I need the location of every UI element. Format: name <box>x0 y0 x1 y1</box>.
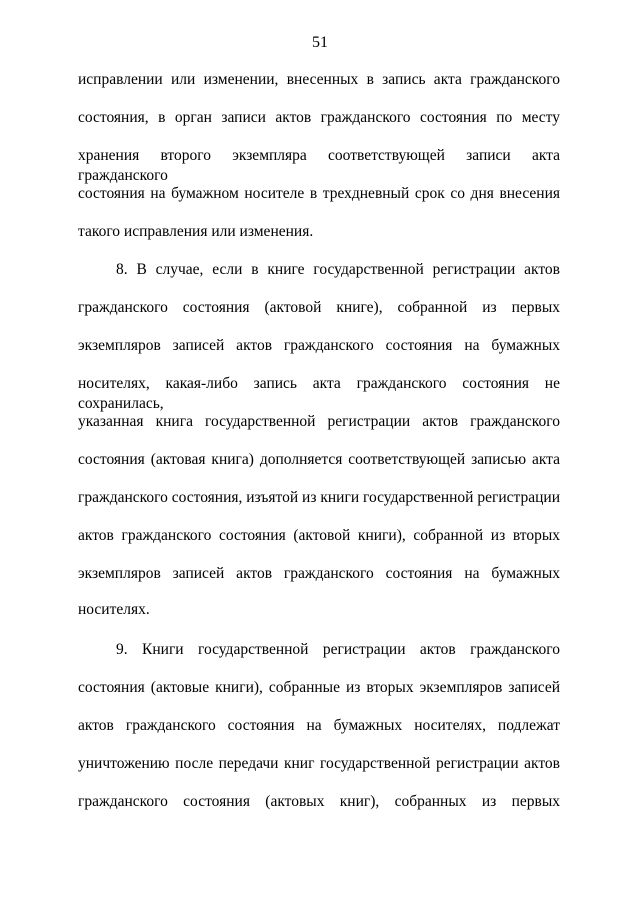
text-line: экземпляров записей актов гражданского состояния на бумажных <box>78 337 560 354</box>
text-line: состояния (актовые книги), собранные из вторых экземпляров записей <box>78 679 560 696</box>
text-line: хранения второго экземпляра соответствующей записи акта гражданского <box>78 147 560 184</box>
paragraph-first-line: 9. Книги государственной регистрации актов гражданского <box>116 641 560 658</box>
text-line: гражданского состояния, изъятой из книги государственной регистрации <box>78 489 560 506</box>
text-line: носителях. <box>78 601 150 618</box>
text-line: указанная книга государственной регистрации актов гражданского <box>78 413 560 430</box>
text-line: исправлении или изменении, внесенных в запись акта гражданского <box>78 71 560 88</box>
text-line: актов гражданского состояния на бумажных носителях, подлежат <box>78 717 560 734</box>
text-line: гражданского состояния (актовой книге), собранной из первых <box>78 299 560 316</box>
text-line: такого исправления или изменения. <box>78 223 314 240</box>
paragraph-first-line: 8. В случае, если в книге государственной регистрации актов <box>116 261 560 278</box>
text-line: экземпляров записей актов гражданского состояния на бумажных <box>78 565 560 582</box>
page-number: 51 <box>312 34 328 51</box>
text-line: состояния, в орган записи актов гражданского состояния по месту <box>78 109 560 126</box>
text-line: уничтожению после передачи книг государственной регистрации актов <box>78 755 560 772</box>
text-line: актов гражданского состояния (актовой книги), собранной из вторых <box>78 527 560 544</box>
text-line: состояния (актовая книга) дополняется соответствующей записью акта <box>78 451 560 468</box>
text-line: гражданского состояния (актовых книг), собранных из первых <box>78 793 560 810</box>
text-line: носителях, какая-либо запись акта гражданского состояния не сохранилась, <box>78 375 560 412</box>
text-line: состояния на бумажном носителе в трехдневный срок со дня внесения <box>78 185 560 202</box>
